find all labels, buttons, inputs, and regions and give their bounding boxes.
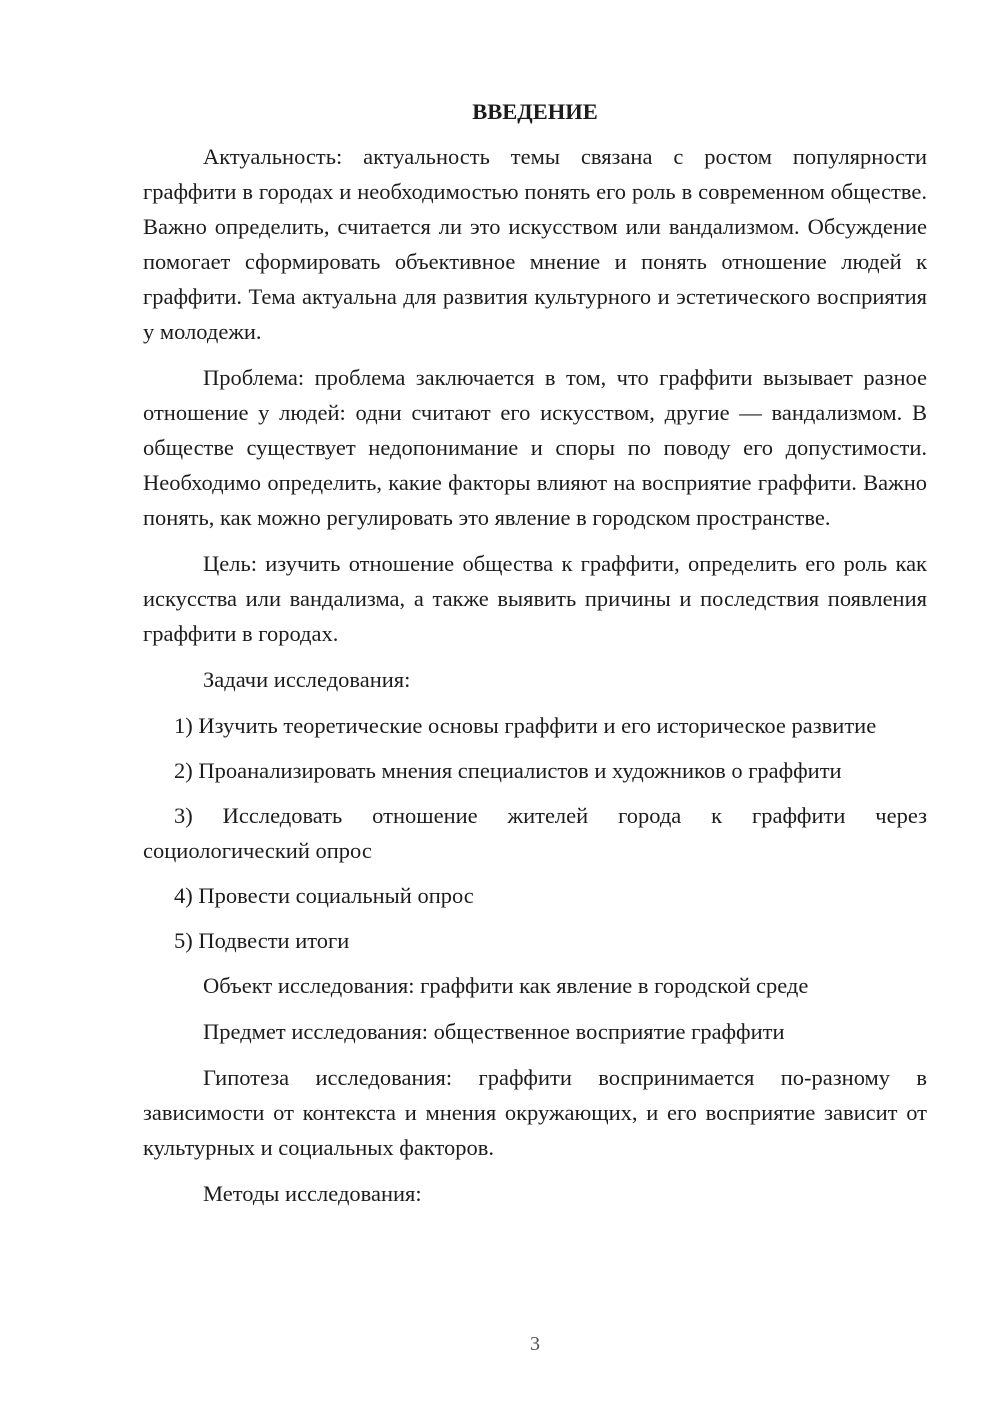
paragraph-goal: Цель: изучить отношение общества к граффити, определить его роль как искусства или вандализма, а также выявить причины и последствия появления граффити в городах. [143,551,927,646]
page-number: 3 [530,1333,540,1355]
section-title: ВВЕДЕНИЕ [472,99,598,124]
paragraph-tasks-heading: Задачи исследования: [203,667,411,692]
task-item-5: 5) Подвести итоги [174,928,350,953]
page-content [143,94,927,1222]
paragraph-object: Объект исследования: граффити как явление в городской среде [203,973,809,998]
task-item-3: 3) Исследовать отношение жителей города к граффити через социологический опрос [143,803,927,863]
task-item-4: 4) Провести социальный опрос [174,883,474,908]
task-item-2: 2) Проанализировать мнения специалистов и художников о граффити [174,758,842,783]
paragraph-subject: Предмет исследования: общественное восприятие граффити [203,1019,785,1044]
paragraph-hypothesis: Гипотеза исследования: граффити воспринимается по-разному в зависимости от контекста и мнения окружающих, и его восприятие зависит от культурных и социальных факторов. [143,1065,927,1160]
paragraph-relevance: Актуальность: актуальность темы связана с ростом популярности граффити в городах и необходимостью понять его роль в современном обществе. Важно определить, считается ли это искусством или вандализмом. Обсуждение помогает сформировать объективное мнение и понять отношение людей к граффити. Тема актуальна для развития культурного и эстетического восприятия у молодежи. [143,144,927,344]
paragraph-problem: Проблема: проблема заключается в том, что граффити вызывает разное отношение у людей: одни считают его искусством, другие — вандализмом. В обществе существует недопонимание и споры по поводу его допустимости. Необходимо определить, какие факторы влияют на восприятие граффити. Важно понять, как можно регулировать это явление в городском пространстве. [143,365,927,530]
task-item-1: 1) Изучить теоретические основы граффити и его историческое развитие [174,713,877,738]
paragraph-methods: Методы исследования: [203,1181,422,1206]
